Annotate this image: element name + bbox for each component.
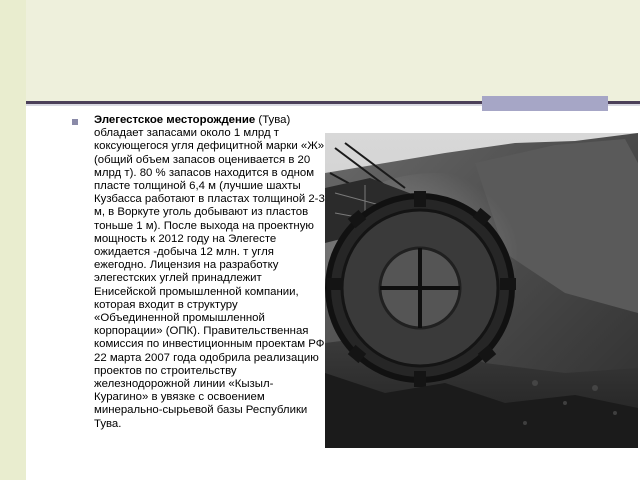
square-bullet-icon (72, 119, 78, 125)
title-area (26, 0, 640, 101)
left-decor-band (0, 0, 26, 480)
body-paragraph (94, 114, 326, 431)
body-text-rest: (Тува) обладает запасами около 1 млрд т коксующегося угля дефицитной марки «Ж» (общий объем запасов оценивается в 20 млрд т). 80 % запасов находится в одном пласте толщиной 6,4 м (лучшие шахты Кузбасса работают в пластах толщиной 2-3 м, в Воркуте уголь добывают из пластов тоньше 1 м). После выхода на проектную мощность к 2012 году на Элегесте ожидается -добыча 12 млн. т угля ежегодно. Лицензия на разработку элегестских углей принадлежит Енисейской промышленной компании, которая входит в структуру «Объединенной промышленной корпорации» (ОПК). Правительственная комиссия по инвестиционным проектам РФ 22 марта 2007 года одобрила реализацию проектов по строительству железнодорожной линии «Кызыл-Курагино» в увязке с освоением минерально-сырьевой базы Республики Тува. (94, 114, 325, 430)
bold-lead-text: Элегестское месторождение (94, 114, 256, 126)
accent-box (482, 96, 608, 111)
bucket-wheel-excavator-photo (325, 133, 638, 448)
